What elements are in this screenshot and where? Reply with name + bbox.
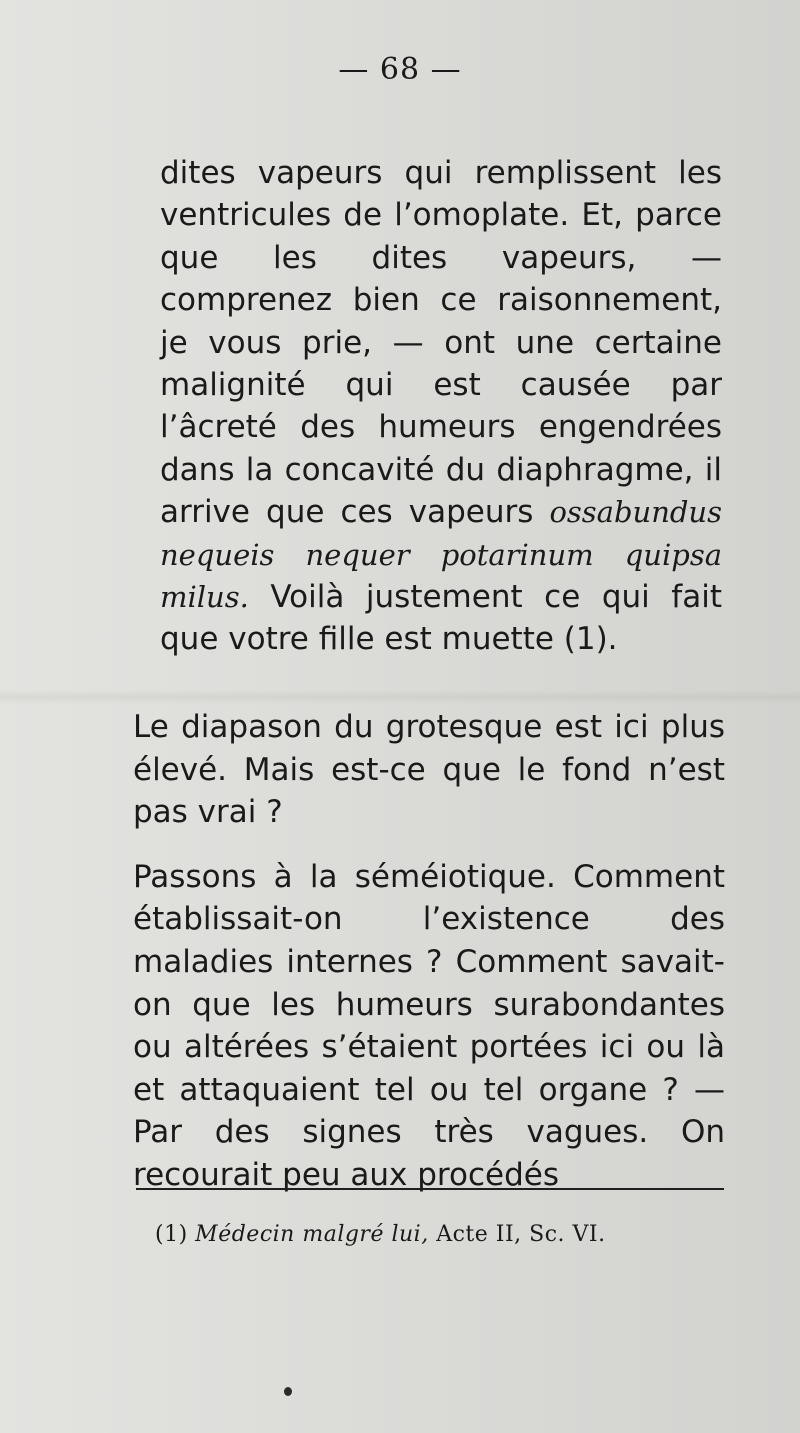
footnote-reference: Acte II, Sc. VI. (436, 1222, 606, 1247)
ink-speck (284, 1387, 292, 1396)
quotation-intro: dites vapeurs qui remplissent les ventricules de l’omoplate. Et, parce que les dites vapeurs, — comprenez bien ce raisonnement, je vous prie, — ont une certaine malignité qui est causée par l’âcreté des humeurs engendrées dans la concavité du diaphragme, il arrive que ces vapeurs (160, 155, 722, 531)
paragraph-semeiotique: Passons à la séméiotique. Comment établissait-on l’existence des maladies internes ? Comment savait-on que les humeurs surabondantes ou altérées s’étaient portées ici ou là et attaquaient tel ou tel organe ? — Par des signes très vagues. On recourait peu aux procédés (133, 858, 725, 1193)
quotation-paragraph (160, 152, 722, 661)
footnote-marker: (1) (155, 1222, 188, 1247)
footnote-divider (136, 1188, 724, 1190)
body-text (133, 706, 725, 1197)
scan-seam (0, 690, 800, 704)
footnote-work-title: Médecin malgré lui, (195, 1222, 429, 1247)
quotation-outro: Voilà justement ce qui fait que votre fille est muette (1). (160, 579, 722, 658)
continued-quotation (160, 152, 722, 661)
paragraph-diapason: Le diapason du grotesque est ici plus élevé. Mais est-ce que le fond n’est pas vrai ? (133, 709, 725, 831)
latin-gibberish: ossabundus nequeis nequer potarinum quipsa milus. (160, 495, 722, 615)
page-number: — 68 — (338, 52, 462, 87)
footnote (155, 1222, 735, 1247)
